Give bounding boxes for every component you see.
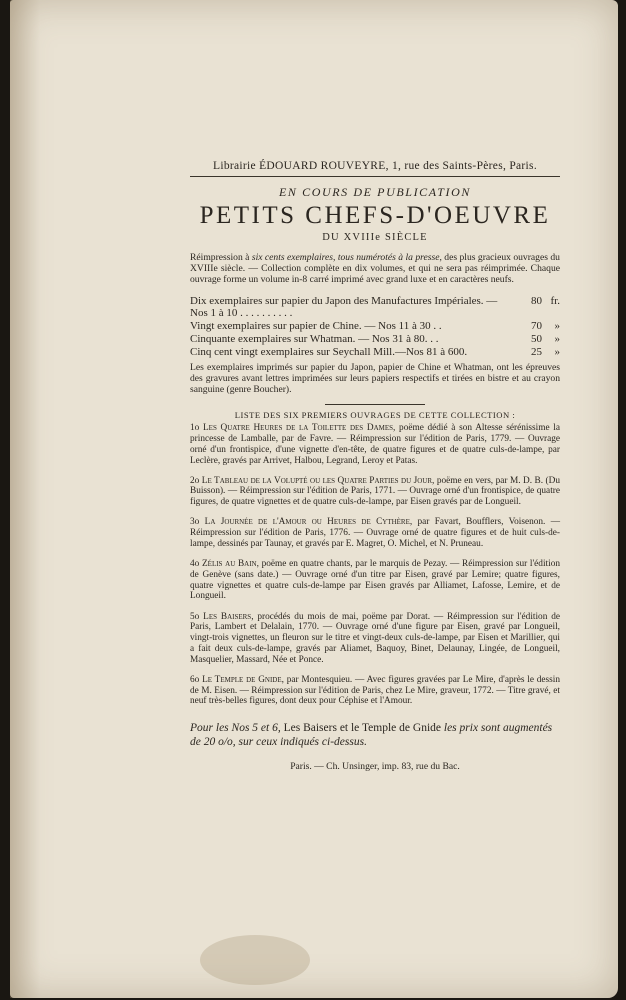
- document-page: [10, 0, 618, 998]
- price-desc: Vingt exemplaires sur papier de Chine. — Nos 11 à 30 . .: [190, 320, 442, 333]
- item-number: 3o: [190, 517, 200, 528]
- price-amount: 80: [531, 294, 542, 307]
- list-item: [190, 612, 560, 666]
- item-title: Le Temple de Gnide: [202, 674, 282, 685]
- item-number: 2o: [190, 475, 200, 486]
- footer-text-a: Pour les Nos 5 et 6,: [190, 722, 281, 735]
- list-item: [190, 476, 560, 508]
- item-title: Zélis au Bain: [202, 559, 257, 570]
- page-stain: [200, 935, 310, 985]
- list-item: [190, 559, 560, 602]
- price-amount: 70: [531, 320, 542, 333]
- price-amount: 25: [531, 345, 542, 358]
- list-heading: LISTE DES SIX PREMIERS OUVRAGES DE CETTE COLLECTION :: [234, 410, 516, 421]
- publisher-line: Librairie ÉDOUARD ROUVEYRE, 1, rue des Saints-Pères, Paris.: [190, 160, 560, 177]
- papers-note: Les exemplaires imprimés sur papier du Japon, papier de Chine et Whatman, ont les épreuves des gravures avant lettres imprimées sur leurs papiers respectifs et tirées en bistre et au crayon sanguine (genre Boucher).: [190, 361, 560, 395]
- footer-text-c: les prix sont augmentés de 20 o/o, sur ceux indiqués ci-dessus.: [190, 722, 553, 749]
- printer-imprint: Paris. — Ch. Unsinger, imp. 83, rue du Bac.: [290, 760, 460, 772]
- subtitle: DU XVIIIe SIÈCLE: [322, 232, 428, 243]
- item-text: , poëme en vers, par M. D. B. (Du Buisson). — Réimpression sur l'édition de Paris, 1771. — Ouvrage orné d'un frontispice, de quatre figures, de quatre vignettes et de quatre culs-de-lampe, par Eisen gravés par de Longueil.: [190, 475, 560, 508]
- price-list: [190, 295, 560, 359]
- price-increase-note: [190, 721, 560, 749]
- item-title: Les Quatre Heures de la Toilette des Dames: [202, 423, 394, 434]
- price-unit: »: [554, 345, 560, 358]
- price-desc: Cinq cent vingt exemplaires sur Seychall Mill.—Nos 81 à 600.: [190, 345, 468, 358]
- price-desc: Dix exemplaires sur papier du Japon des Manufactures Impériales. — Nos 1 à 10 . . . . . . . . . .: [190, 294, 498, 320]
- item-title: La Journée de l'Amour ou Heures de Cythère: [204, 517, 410, 528]
- intro-text-a: Réimpression à: [190, 252, 252, 263]
- item-number: 4o: [190, 559, 200, 570]
- price-row: [190, 346, 560, 359]
- divider: [325, 404, 425, 405]
- intro-text-c: , des plus gracieux ouvrages du XVIIIe siècle. — Collection complète en dix volumes, et qui ne sera pas réimprimée. Chaque ouvrage forme un volume in-8 carré imprimé avec grand luxe et en caractères neufs.: [190, 252, 560, 285]
- intro-paragraph: [190, 252, 560, 285]
- item-number: 1o: [190, 423, 200, 434]
- list-item: [190, 675, 560, 707]
- item-text: , poëme en quatre chants, par le marquis de Pezay. — Réimpression sur l'édition de Genève (sans date.) — Ouvrage orné d'un titre par Eisen, gravé par Lemire; quatre figures, quatre vignettes et quatre culs-de-lampe par Eisen gravés par Alliamet, Lafosse, Lemire, et de Longueil.: [190, 559, 560, 602]
- intro-text-italic: six cents exemplaires, tous numérotés à la presse: [251, 252, 440, 263]
- item-text: , poëme dédié à son Altesse sérénissime la princesse de Lamballe, par de Favre. — Réimpression sur l'édition de Paris, 1779. — Ouvrage orné d'un frontispice, d'une vignette d'en-tête, de quatre figures et de quatre culs-de-lampe, par Leclère, gravés par Arrivet, Halbou, Legrand, Leroy et Patas.: [190, 423, 560, 466]
- item-text: , procédés du mois de mai, poëme par Dorat. — Réimpression sur l'édition de Paris, Lambert et Delalain, 1770. — Ouvrage orné d'une figure par Eisen, gravé par Longueil, vingt-trois vignettes, un fleuron sur le titre et vingt-deux culs-de-lampe, par Eisen et Marillier, qui a fait deux culs-de-lampe, gravés par Aliamet, Baquoy, Binet, Delaunay, Lingée, de Longueil, Masquelier, Massard, Née et Ponce.: [190, 611, 560, 665]
- item-title: Le Tableau de la Volupté ou les Quatre Parties du Jour: [201, 475, 433, 486]
- price-row: [190, 320, 560, 333]
- list-item: [190, 423, 560, 466]
- item-title: Les Baisers: [203, 611, 252, 622]
- page-edge-shadow: [10, 0, 40, 998]
- price-unit: fr.: [550, 294, 560, 307]
- price-amount: 50: [531, 332, 542, 345]
- price-unit: »: [554, 332, 560, 345]
- en-cours-heading: EN COURS DE PUBLICATION: [278, 185, 472, 199]
- list-item: [190, 517, 560, 549]
- price-unit: »: [554, 320, 560, 333]
- item-text: , par Montesquieu. — Avec figures gravées par Le Mire, d'après le dessin de M. Eisen. — Réimpression sur l'édition de Paris, chez Le Mire, graveur, 1772. — Titre gravé, et neuf très-belles figures, dont deux pour Céphise et l'Amour.: [190, 674, 560, 707]
- item-number: 5o: [190, 611, 200, 622]
- item-number: 6o: [190, 674, 200, 685]
- price-row: [190, 333, 560, 346]
- footer-text-b: Les Baisers et le Temple de Gnide: [280, 722, 444, 735]
- price-desc: Cinquante exemplaires sur Whatman. — Nos 31 à 80. . .: [190, 332, 439, 345]
- main-title: PETITS CHEFS-D'OEUVRE: [199, 202, 551, 229]
- page-content: [190, 160, 560, 772]
- item-text: , par Favart, Boufflers, Voisenon. — Réimpression sur l'édition de Paris, 1776. — Ouvrage orné de quatre figures et de huit culs-de-lampe, dessinés par Taunay, et gravés par E. Magret, O. Michel, et N. Pruneau.: [190, 517, 560, 549]
- price-row: [190, 295, 560, 321]
